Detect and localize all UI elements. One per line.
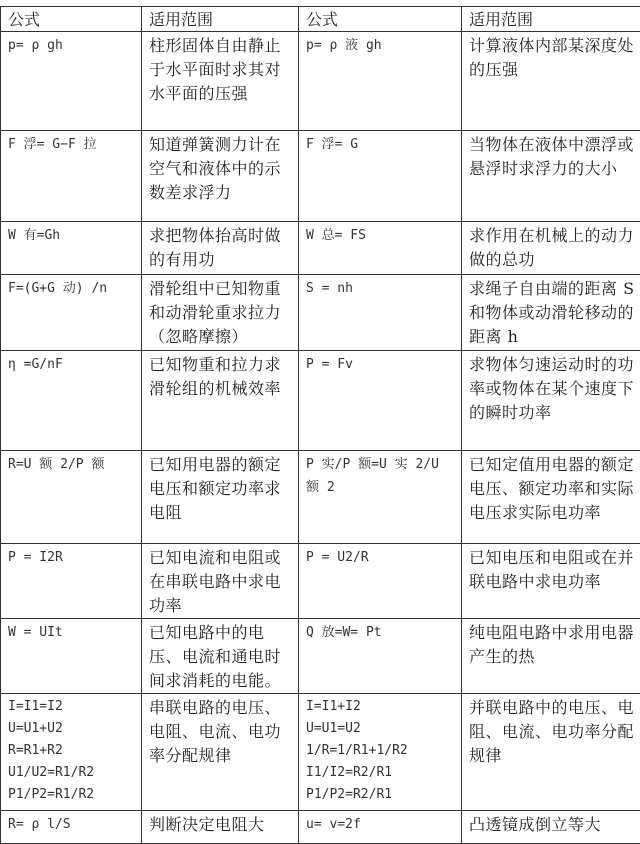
- formula-line: I=I1+I2: [306, 696, 456, 718]
- formula-table: [0, 6, 640, 844]
- scope-cell: 判断决定电阻大: [142, 811, 299, 844]
- scope-cell: 求把物体抬高时做的有用功: [142, 222, 299, 275]
- scope-cell: 串联电路的电压、电阻、电流、电功率分配规律: [142, 694, 299, 811]
- formula-line: U1/U2=R1/R2: [8, 762, 136, 784]
- formula-line: I1/I2=R2/R1: [306, 762, 456, 784]
- scope-cell: 已知用电器的额定电压和额定功率求电阻: [142, 451, 299, 544]
- table-row: [1, 275, 640, 351]
- formula-cell: P = U2/R: [299, 544, 462, 619]
- formula-line: I=I1=I2: [8, 696, 136, 718]
- header-cell-scope: 适用范围: [462, 7, 640, 32]
- scope-cell: 纯电阻电路中求用电器产生的热: [462, 619, 640, 694]
- formula-cell: [1, 694, 142, 811]
- formula-line: P1/P2=R2/R1: [306, 784, 456, 806]
- scope-cell: 并联电路中的电压、电阻、电流、电功率分配规律: [462, 694, 640, 811]
- formula-line: U=U1+U2: [8, 718, 136, 740]
- formula-cell: u= v=2f: [299, 811, 462, 844]
- scope-cell: 已知物重和拉力求滑轮组的机械效率: [142, 351, 299, 451]
- table-row: [1, 351, 640, 451]
- formula-cell: W 有=Gh: [1, 222, 142, 275]
- formula-cell: P = I2R: [1, 544, 142, 619]
- scope-cell: 求物体匀速运动时的功率或物体在某个速度下的瞬时功率: [462, 351, 640, 451]
- table-row: [1, 131, 640, 222]
- scope-cell: 滑轮组中已知物重和动滑轮重求拉力（忽略摩擦）: [142, 275, 299, 351]
- formula-line: R=R1+R2: [8, 740, 136, 762]
- scope-cell: 求作用在机械上的动力做的总功: [462, 222, 640, 275]
- formula-cell: R=U 额 2/P 额: [1, 451, 142, 544]
- formula-line: U=U1=U2: [306, 718, 456, 740]
- scope-cell: 知道弹簧测力计在空气和液体中的示数差求浮力: [142, 131, 299, 222]
- table-row: [1, 811, 640, 844]
- formula-cell: F 浮= G: [299, 131, 462, 222]
- header-cell-formula: 公式: [1, 7, 142, 32]
- table-header-row: [1, 7, 640, 32]
- table-row: [1, 222, 640, 275]
- scope-cell: 已知电流和电阻或在串联电路中求电功率: [142, 544, 299, 619]
- header-cell-formula: 公式: [299, 7, 462, 32]
- formula-cell: p= ρ gh: [1, 32, 142, 131]
- table-row: [1, 32, 640, 131]
- table-row: [1, 544, 640, 619]
- table-row: [1, 619, 640, 694]
- formula-cell: P = Fv: [299, 351, 462, 451]
- formula-line: 1/R=1/R1+1/R2: [306, 740, 456, 762]
- formula-line: P1/P2=R1/R2: [8, 784, 136, 806]
- scope-cell: 求绳子自由端的距离 S 和物体或动滑轮移动的距离 h: [462, 275, 640, 351]
- formula-cell: p= ρ 液 gh: [299, 32, 462, 131]
- formula-cell: W 总= FS: [299, 222, 462, 275]
- formula-cell: F=(G+G 动) /n: [1, 275, 142, 351]
- table-row: [1, 694, 640, 811]
- formula-cell: F 浮= G−F 拉: [1, 131, 142, 222]
- scope-cell: 凸透镜成倒立等大: [462, 811, 640, 844]
- formula-cell: P 实/P 额=U 实 2/U 额 2: [299, 451, 462, 544]
- scope-cell: 已知电压和电阻或在并联电路中求电功率: [462, 544, 640, 619]
- formula-cell: η =G/nF: [1, 351, 142, 451]
- scope-cell: 当物体在液体中漂浮或悬浮时求浮力的大小: [462, 131, 640, 222]
- scope-cell: 计算液体内部某深度处的压强: [462, 32, 640, 131]
- formula-cell: R= ρ l/S: [1, 811, 142, 844]
- formula-cell: W = UIt: [1, 619, 142, 694]
- formula-cell: Q 放=W= Pt: [299, 619, 462, 694]
- formula-cell: [299, 694, 462, 811]
- scope-cell: 已知定值用电器的额定电压、额定功率和实际电压求实际电功率: [462, 451, 640, 544]
- scope-cell: 柱形固体自由静止于水平面时求其对水平面的压强: [142, 32, 299, 131]
- formula-cell: S = nh: [299, 275, 462, 351]
- header-cell-scope: 适用范围: [142, 7, 299, 32]
- scope-cell: 已知电路中的电压、电流和通电时间求消耗的电能。: [142, 619, 299, 694]
- table-row: [1, 451, 640, 544]
